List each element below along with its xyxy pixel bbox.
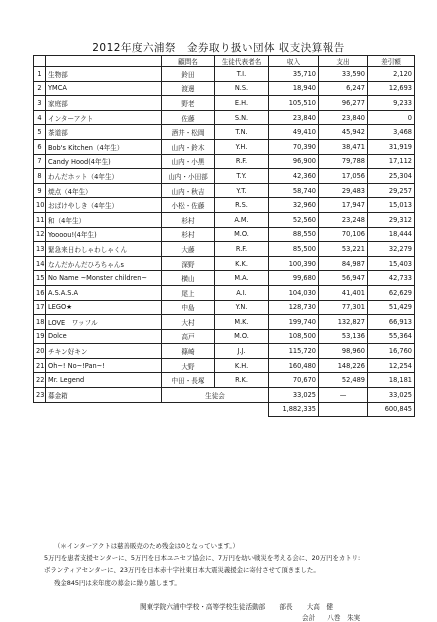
balance-value: 9,233 bbox=[368, 96, 415, 111]
expense-value: 23,248 bbox=[319, 212, 368, 227]
expense-value: 56,947 bbox=[319, 271, 368, 286]
representative-name: T.I. bbox=[215, 67, 269, 82]
representative-name: Y.N. bbox=[215, 300, 269, 315]
row-number: 7 bbox=[34, 154, 46, 169]
income-value: 18,940 bbox=[269, 81, 319, 96]
income-value: 35,710 bbox=[269, 67, 319, 82]
balance-value: 66,913 bbox=[368, 315, 415, 330]
group-name: No Name ~Monster children~ bbox=[46, 271, 162, 286]
representative-name: R.F. bbox=[215, 242, 269, 257]
income-value: 199,740 bbox=[269, 315, 319, 330]
income-value: 96,900 bbox=[269, 154, 319, 169]
note-line: 5万円を患者支援センターに、5万円を日本ユニセフ協会に、7万円を幼い戦災を考える会に、20万円をカトリ: bbox=[44, 554, 361, 563]
row-number: 15 bbox=[34, 271, 46, 286]
table-row bbox=[34, 285, 415, 300]
advisor-name: 横山 bbox=[162, 271, 215, 286]
total-expense-empty bbox=[319, 402, 368, 417]
advisor-name: 山内・小田部 bbox=[162, 169, 215, 184]
row-number: 23 bbox=[34, 388, 46, 403]
advisor-name: 杉村 bbox=[162, 212, 215, 227]
income-value: 70,670 bbox=[269, 373, 319, 388]
advisor-name: 酒井・松岡 bbox=[162, 125, 215, 140]
income-value: 33,025 bbox=[269, 388, 319, 403]
group-name: チキン好キン bbox=[46, 344, 162, 359]
income-value: 42,360 bbox=[269, 169, 319, 184]
expense-value: 132,827 bbox=[319, 315, 368, 330]
row-number: 22 bbox=[34, 373, 46, 388]
header-no bbox=[34, 56, 46, 67]
row-number: 19 bbox=[34, 329, 46, 344]
representative-name: M.O. bbox=[215, 329, 269, 344]
balance-value: 51,429 bbox=[368, 300, 415, 315]
row-number: 11 bbox=[34, 212, 46, 227]
representative-name: E.H. bbox=[215, 96, 269, 111]
expense-value: 98,960 bbox=[319, 344, 368, 359]
row-number: 13 bbox=[34, 242, 46, 257]
group-name: 生物部 bbox=[46, 67, 162, 82]
expense-value: 53,221 bbox=[319, 242, 368, 257]
balance-value: 29,257 bbox=[368, 183, 415, 198]
group-name: わんだホット（4年生） bbox=[46, 169, 162, 184]
representative-name: K.K. bbox=[215, 256, 269, 271]
expense-value: 17,947 bbox=[319, 198, 368, 213]
balance-value: 2,120 bbox=[368, 67, 415, 82]
group-name: LEGO★ bbox=[46, 300, 162, 315]
balance-value: 3,468 bbox=[368, 125, 415, 140]
representative-name: R.K. bbox=[215, 373, 269, 388]
note-line: （＊インターアクトは慈善販売のため残金は0となっています。） bbox=[54, 542, 239, 550]
table-row bbox=[34, 154, 415, 169]
expense-value: 17,056 bbox=[319, 169, 368, 184]
expense-value: 79,788 bbox=[319, 154, 368, 169]
income-value: 100,390 bbox=[269, 256, 319, 271]
group-name: Dolce bbox=[46, 329, 162, 344]
table-row bbox=[34, 169, 415, 184]
row-number: 20 bbox=[34, 344, 46, 359]
signature-org: 関東学院六浦中学校・高等学校生徒活動部 bbox=[140, 603, 266, 611]
row-number: 5 bbox=[34, 125, 46, 140]
income-value: 128,730 bbox=[269, 300, 319, 315]
group-name: Yoooou!(4年生) bbox=[46, 227, 162, 242]
row-number: 16 bbox=[34, 285, 46, 300]
income-value: 108,500 bbox=[269, 329, 319, 344]
advisor-name: 生徒会 bbox=[162, 388, 269, 403]
table-row bbox=[34, 67, 415, 82]
expense-value: 148,226 bbox=[319, 358, 368, 373]
signature-role1: 部長 bbox=[279, 603, 293, 611]
expense-value: 52,489 bbox=[319, 373, 368, 388]
balance-value: 0 bbox=[368, 110, 415, 125]
group-name: なんだかんだひろちゃんs bbox=[46, 256, 162, 271]
totals-spacer bbox=[34, 402, 269, 417]
table-row bbox=[34, 81, 415, 96]
representative-name: R.S. bbox=[215, 198, 269, 213]
advisor-name: 大藤 bbox=[162, 242, 215, 257]
income-value: 23,840 bbox=[269, 110, 319, 125]
expense-value: 41,401 bbox=[319, 285, 368, 300]
table-row bbox=[34, 344, 415, 359]
table-row bbox=[34, 96, 415, 111]
representative-name: N.S. bbox=[215, 81, 269, 96]
group-name: YMCA bbox=[46, 81, 162, 96]
table-row bbox=[34, 329, 415, 344]
balance-value: 12,254 bbox=[368, 358, 415, 373]
group-name: 和（4年生） bbox=[46, 212, 162, 227]
row-number: 8 bbox=[34, 169, 46, 184]
signature-role2: 会計 bbox=[302, 614, 316, 622]
row-number: 1 bbox=[34, 67, 46, 82]
income-value: 52,560 bbox=[269, 212, 319, 227]
group-name: 募金箱 bbox=[46, 388, 162, 403]
income-value: 88,550 bbox=[269, 227, 319, 242]
signature-name2: 八巻 朱実 bbox=[327, 614, 361, 622]
representative-name: A.M. bbox=[215, 212, 269, 227]
balance-value: 32,279 bbox=[368, 242, 415, 257]
group-name: LOVE ワッフル bbox=[46, 315, 162, 330]
advisor-name: 尾上 bbox=[162, 285, 215, 300]
total-income: 1,882,335 bbox=[269, 402, 319, 417]
advisor-name: 佐藤 bbox=[162, 110, 215, 125]
expense-value: 70,106 bbox=[319, 227, 368, 242]
header-income: 収入 bbox=[269, 56, 319, 67]
representative-name: T.Y. bbox=[215, 169, 269, 184]
advisor-name: 大野 bbox=[162, 358, 215, 373]
table-row bbox=[34, 358, 415, 373]
table-row bbox=[34, 139, 415, 154]
advisor-name: 中田・長塚 bbox=[162, 373, 215, 388]
income-value: 115,720 bbox=[269, 344, 319, 359]
row-number: 10 bbox=[34, 198, 46, 213]
row-number: 6 bbox=[34, 139, 46, 154]
balance-value: 29,312 bbox=[368, 212, 415, 227]
expense-value: 23,840 bbox=[319, 110, 368, 125]
representative-name: T.N. bbox=[215, 125, 269, 140]
row-number: 3 bbox=[34, 96, 46, 111]
balance-value: 15,013 bbox=[368, 198, 415, 213]
representative-name: Y.H. bbox=[215, 139, 269, 154]
balance-value: 42,733 bbox=[368, 271, 415, 286]
income-value: 105,510 bbox=[269, 96, 319, 111]
advisor-name: 渡邊 bbox=[162, 81, 215, 96]
total-balance: 600,845 bbox=[368, 402, 415, 417]
income-value: 85,500 bbox=[269, 242, 319, 257]
advisor-name: 杉村 bbox=[162, 227, 215, 242]
advisor-name: 大村 bbox=[162, 315, 215, 330]
expense-value: 96,277 bbox=[319, 96, 368, 111]
group-name: おばけやしき（4年生） bbox=[46, 198, 162, 213]
expense-value: 6,247 bbox=[319, 81, 368, 96]
income-value: 104,030 bbox=[269, 285, 319, 300]
advisor-name: 篠崎 bbox=[162, 344, 215, 359]
representative-name: A.I. bbox=[215, 285, 269, 300]
table-row bbox=[34, 227, 415, 242]
representative-name: M.A. bbox=[215, 271, 269, 286]
table-row bbox=[34, 242, 415, 257]
group-name: 茶道部 bbox=[46, 125, 162, 140]
header-expense: 支出 bbox=[319, 56, 368, 67]
row-number: 2 bbox=[34, 81, 46, 96]
advisor-name: 野老 bbox=[162, 96, 215, 111]
note-line: 残金845円は来年度の募金に繰り越します。 bbox=[54, 578, 181, 587]
table-row bbox=[34, 388, 415, 403]
header-group bbox=[46, 56, 162, 67]
advisor-name: 中島 bbox=[162, 300, 215, 315]
group-name: 家庭部 bbox=[46, 96, 162, 111]
row-number: 12 bbox=[34, 227, 46, 242]
representative-name: M.O. bbox=[215, 227, 269, 242]
balance-value: 62,629 bbox=[368, 285, 415, 300]
row-number: 17 bbox=[34, 300, 46, 315]
totals-row bbox=[34, 402, 415, 417]
table-row bbox=[34, 256, 415, 271]
group-name: Mr. Legend bbox=[46, 373, 162, 388]
row-number: 14 bbox=[34, 256, 46, 271]
advisor-name: 鈴田 bbox=[162, 67, 215, 82]
table-row bbox=[34, 125, 415, 140]
group-name: インターアクト bbox=[46, 110, 162, 125]
header-balance: 差引額 bbox=[368, 56, 415, 67]
report-title: 2012年度六浦祭 金券取り扱い団体 収支決算報告 bbox=[92, 42, 345, 54]
balance-value: 25,304 bbox=[368, 169, 415, 184]
balance-value: 55,364 bbox=[368, 329, 415, 344]
expense-value: — bbox=[319, 388, 368, 403]
advisor-name: 小松・佐藤 bbox=[162, 198, 215, 213]
expense-value: 45,942 bbox=[319, 125, 368, 140]
income-value: 49,410 bbox=[269, 125, 319, 140]
signature-line-2 bbox=[302, 612, 360, 622]
expense-value: 38,471 bbox=[319, 139, 368, 154]
table-row bbox=[34, 271, 415, 286]
note-line: ボランティアセンターに、23万円を日本赤十字社東日本大震災義援金に寄付させて頂きました。 bbox=[44, 566, 320, 575]
balance-value: 18,444 bbox=[368, 227, 415, 242]
income-value: 70,390 bbox=[269, 139, 319, 154]
income-value: 99,680 bbox=[269, 271, 319, 286]
signature-name1: 大高 健 bbox=[306, 603, 334, 611]
representative-name: R.F. bbox=[215, 154, 269, 169]
expense-value: 84,987 bbox=[319, 256, 368, 271]
group-name: A.S.A.S.A bbox=[46, 285, 162, 300]
table-row bbox=[34, 183, 415, 198]
table-row bbox=[34, 212, 415, 227]
expense-value: 33,590 bbox=[319, 67, 368, 82]
row-number: 21 bbox=[34, 358, 46, 373]
advisor-name: 山内・秋吉 bbox=[162, 183, 215, 198]
balance-value: 17,112 bbox=[368, 154, 415, 169]
header-representative: 生徒代表者名 bbox=[215, 56, 269, 67]
income-value: 160,480 bbox=[269, 358, 319, 373]
representative-name: K.H. bbox=[215, 358, 269, 373]
row-number: 4 bbox=[34, 110, 46, 125]
group-name: Candy Hood(4年生) bbox=[46, 154, 162, 169]
expense-value: 77,301 bbox=[319, 300, 368, 315]
representative-name: J.J. bbox=[215, 344, 269, 359]
group-name: Bob's Kitchen（4年生） bbox=[46, 139, 162, 154]
advisor-name: 深野 bbox=[162, 256, 215, 271]
representative-name: Y.T. bbox=[215, 183, 269, 198]
advisor-name: 山内・小黒 bbox=[162, 154, 215, 169]
representative-name: S.N. bbox=[215, 110, 269, 125]
balance-value: 15,403 bbox=[368, 256, 415, 271]
advisor-name: 山内・鈴木 bbox=[162, 139, 215, 154]
representative-name: M.K. bbox=[215, 315, 269, 330]
balance-value: 12,693 bbox=[368, 81, 415, 96]
table-row bbox=[34, 315, 415, 330]
row-number: 9 bbox=[34, 183, 46, 198]
group-name: 緊急来日わしゃわしゃくん bbox=[46, 242, 162, 257]
group-name: 焼点（4年生） bbox=[46, 183, 162, 198]
advisor-name: 高戸 bbox=[162, 329, 215, 344]
balance-value: 31,919 bbox=[368, 139, 415, 154]
income-value: 58,740 bbox=[269, 183, 319, 198]
group-name: Oh~! No~!Pan~! bbox=[46, 358, 162, 373]
table-header-row bbox=[34, 56, 415, 67]
header-advisor: 顧問名 bbox=[162, 56, 215, 67]
signature-line-1 bbox=[140, 601, 333, 611]
balance-value: 18,181 bbox=[368, 373, 415, 388]
income-value: 32,960 bbox=[269, 198, 319, 213]
expense-value: 53,136 bbox=[319, 329, 368, 344]
balance-value: 16,760 bbox=[368, 344, 415, 359]
row-number: 18 bbox=[34, 315, 46, 330]
table-row bbox=[34, 300, 415, 315]
expense-value: 29,483 bbox=[319, 183, 368, 198]
notes bbox=[44, 540, 360, 589]
settlement-table bbox=[33, 55, 415, 417]
balance-value: 33,025 bbox=[368, 388, 415, 403]
table-row bbox=[34, 110, 415, 125]
table-row bbox=[34, 198, 415, 213]
table-row bbox=[34, 373, 415, 388]
